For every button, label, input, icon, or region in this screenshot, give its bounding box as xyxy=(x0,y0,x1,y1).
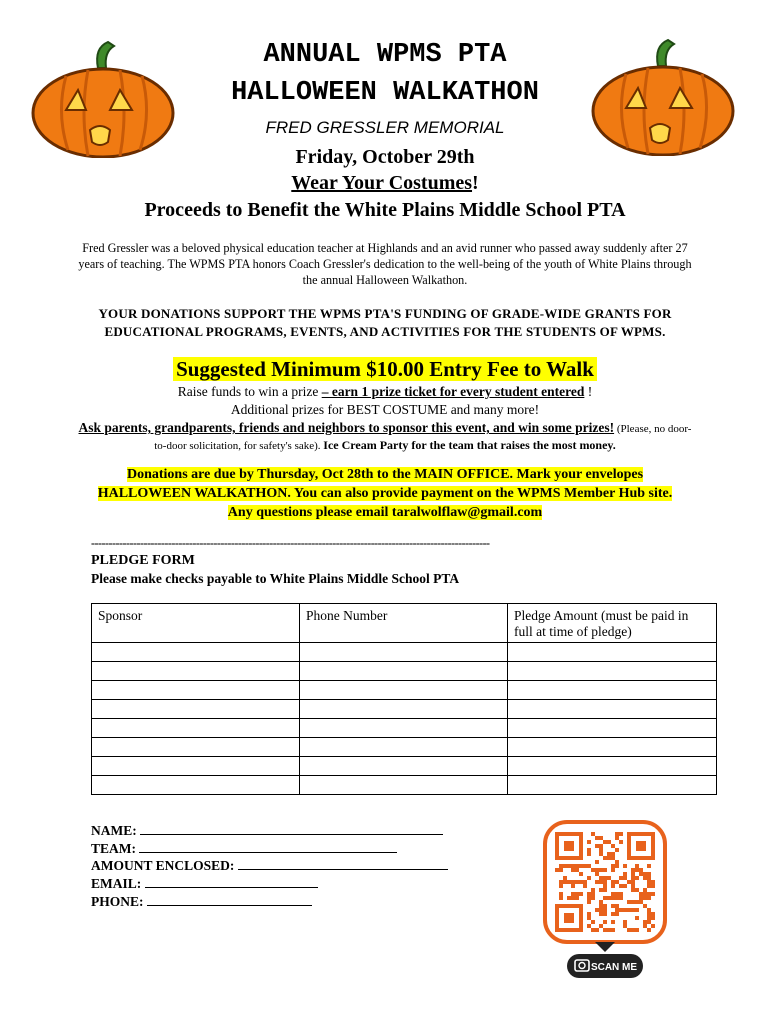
amount-cell[interactable] xyxy=(508,662,717,681)
sponsor-cell[interactable] xyxy=(92,681,300,700)
due-line-2-wrap xyxy=(0,484,770,504)
phone-blank[interactable] xyxy=(147,893,312,906)
name-field[interactable] xyxy=(91,822,443,840)
email-blank[interactable] xyxy=(145,875,318,888)
sponsor-cell[interactable] xyxy=(92,738,300,757)
phone-cell[interactable] xyxy=(300,681,508,700)
ice-cream-note: Ice Cream Party for the team that raises the most money. xyxy=(323,438,616,452)
name-label: NAME: xyxy=(91,823,137,838)
intro-line-2: years of teaching. The WPMS PTA honors Coach Gressler's dedication to the well-being of the youth of White Plains through xyxy=(78,257,692,271)
amount-cell[interactable] xyxy=(508,776,717,795)
team-label: TEAM: xyxy=(91,841,136,856)
table-row[interactable] xyxy=(92,738,717,757)
amount-field[interactable] xyxy=(91,857,448,875)
table-row[interactable] xyxy=(92,681,717,700)
table-row[interactable] xyxy=(92,757,717,776)
scan-me-label: SCAN ME xyxy=(590,962,638,973)
checks-payable-note: Please make checks payable to White Plains Middle School PTA xyxy=(91,571,460,586)
table-row[interactable] xyxy=(92,643,717,662)
due-line-3-wrap xyxy=(0,503,770,523)
column-sponsor: Sponsor xyxy=(92,604,300,643)
phone-cell[interactable] xyxy=(300,738,508,757)
ask-note-2: to-door solicitation, for safety's sake). xyxy=(154,440,321,452)
sponsor-cell[interactable] xyxy=(92,662,300,681)
amount-cell[interactable] xyxy=(508,719,717,738)
phone-cell[interactable] xyxy=(300,662,508,681)
name-blank[interactable] xyxy=(140,822,443,835)
column-phone: Phone Number xyxy=(300,604,508,643)
separator-line: ------------------------------------------------------------------------------------------------------------------ xyxy=(91,536,490,550)
team-blank[interactable] xyxy=(139,840,397,853)
due-line-1-wrap xyxy=(0,465,770,485)
qr-code[interactable] xyxy=(543,820,667,980)
table-row[interactable] xyxy=(92,719,717,738)
amount-cell[interactable] xyxy=(508,681,717,700)
support-line-1: YOUR DONATIONS SUPPORT THE WPMS PTA'S FUNDING OF GRADE-WIDE GRANTS FOR xyxy=(98,306,672,321)
amount-cell[interactable] xyxy=(508,643,717,662)
phone-cell[interactable] xyxy=(300,643,508,662)
amount-label: AMOUNT ENCLOSED: xyxy=(91,858,235,873)
costume-text: Wear Your Costumes xyxy=(291,172,473,194)
pledge-table-header xyxy=(92,604,717,643)
subtitle: FRED GRESSLER MEMORIAL xyxy=(265,118,505,137)
ask-line-2 xyxy=(0,437,770,454)
phone-cell[interactable] xyxy=(300,719,508,738)
amount-cell[interactable] xyxy=(508,738,717,757)
phone-cell[interactable] xyxy=(300,757,508,776)
title-line-2: HALLOWEEN WALKATHON xyxy=(231,78,539,108)
title-line-1: ANNUAL WPMS PTA xyxy=(263,40,507,70)
additional-prizes: Additional prizes for BEST COSTUME and many more! xyxy=(230,402,540,417)
sponsor-cell[interactable] xyxy=(92,643,300,662)
amount-cell[interactable] xyxy=(508,757,717,776)
event-date: Friday, October 29th xyxy=(295,146,475,168)
email-field[interactable] xyxy=(91,875,318,893)
team-field[interactable] xyxy=(91,840,397,858)
fee-headline: Suggested Minimum $10.00 Entry Fee to Walk xyxy=(173,357,597,381)
phone-field[interactable] xyxy=(91,893,312,911)
sponsor-cell[interactable] xyxy=(92,700,300,719)
ask-line xyxy=(0,419,770,438)
sponsor-cell[interactable] xyxy=(92,757,300,776)
sponsor-cell[interactable] xyxy=(92,719,300,738)
intro-line-3: the annual Halloween Walkathon. xyxy=(302,273,468,287)
support-line-2: EDUCATIONAL PROGRAMS, EVENTS, AND ACTIVITIES FOR THE STUDENTS OF WPMS. xyxy=(104,324,666,339)
proceeds-line: Proceeds to Benefit the White Plains Middle School PTA xyxy=(144,199,626,221)
amount-blank[interactable] xyxy=(238,857,448,870)
amount-cell[interactable] xyxy=(508,700,717,719)
due-line-2: HALLOWEEN WALKATHON. You can also provide payment on the WPMS Member Hub site. xyxy=(97,486,673,501)
raise-prefix: Raise funds to win a prize xyxy=(177,384,322,399)
fee-headline-wrap xyxy=(0,357,770,382)
table-row[interactable] xyxy=(92,700,717,719)
email-label: EMAIL: xyxy=(91,876,142,891)
raise-bold: – earn 1 prize ticket for every student entered xyxy=(321,384,585,399)
due-line-3: Any questions please email taralwolflaw@gmail.com xyxy=(227,505,543,520)
intro-line-1: Fred Gressler was a beloved physical education teacher at Highlands and an avid runner who passed away suddenly after 27 xyxy=(82,241,688,255)
ask-note-1: (Please, no door- xyxy=(614,423,692,435)
phone-cell[interactable] xyxy=(300,700,508,719)
column-pledge-amount: Pledge Amount (must be paid in full at time of pledge) xyxy=(508,604,717,643)
table-row[interactable] xyxy=(92,662,717,681)
pledge-table xyxy=(91,603,717,795)
costume-note xyxy=(0,172,770,194)
phone-cell[interactable] xyxy=(300,776,508,795)
costume-bang: ! xyxy=(472,172,479,194)
raise-suffix: ! xyxy=(584,384,593,399)
raise-funds-line xyxy=(0,383,770,401)
table-row[interactable] xyxy=(92,776,717,795)
ask-bold: Ask parents, grandparents, friends and neighbors to sponsor this event, and win some prizes! xyxy=(78,420,615,435)
due-line-1: Donations are due by Thursday, Oct 28th to the MAIN OFFICE. Mark your envelopes xyxy=(126,467,644,482)
sponsor-cell[interactable] xyxy=(92,776,300,795)
pledge-form-title: PLEDGE FORM xyxy=(91,553,195,568)
phone-label: PHONE: xyxy=(91,894,144,909)
